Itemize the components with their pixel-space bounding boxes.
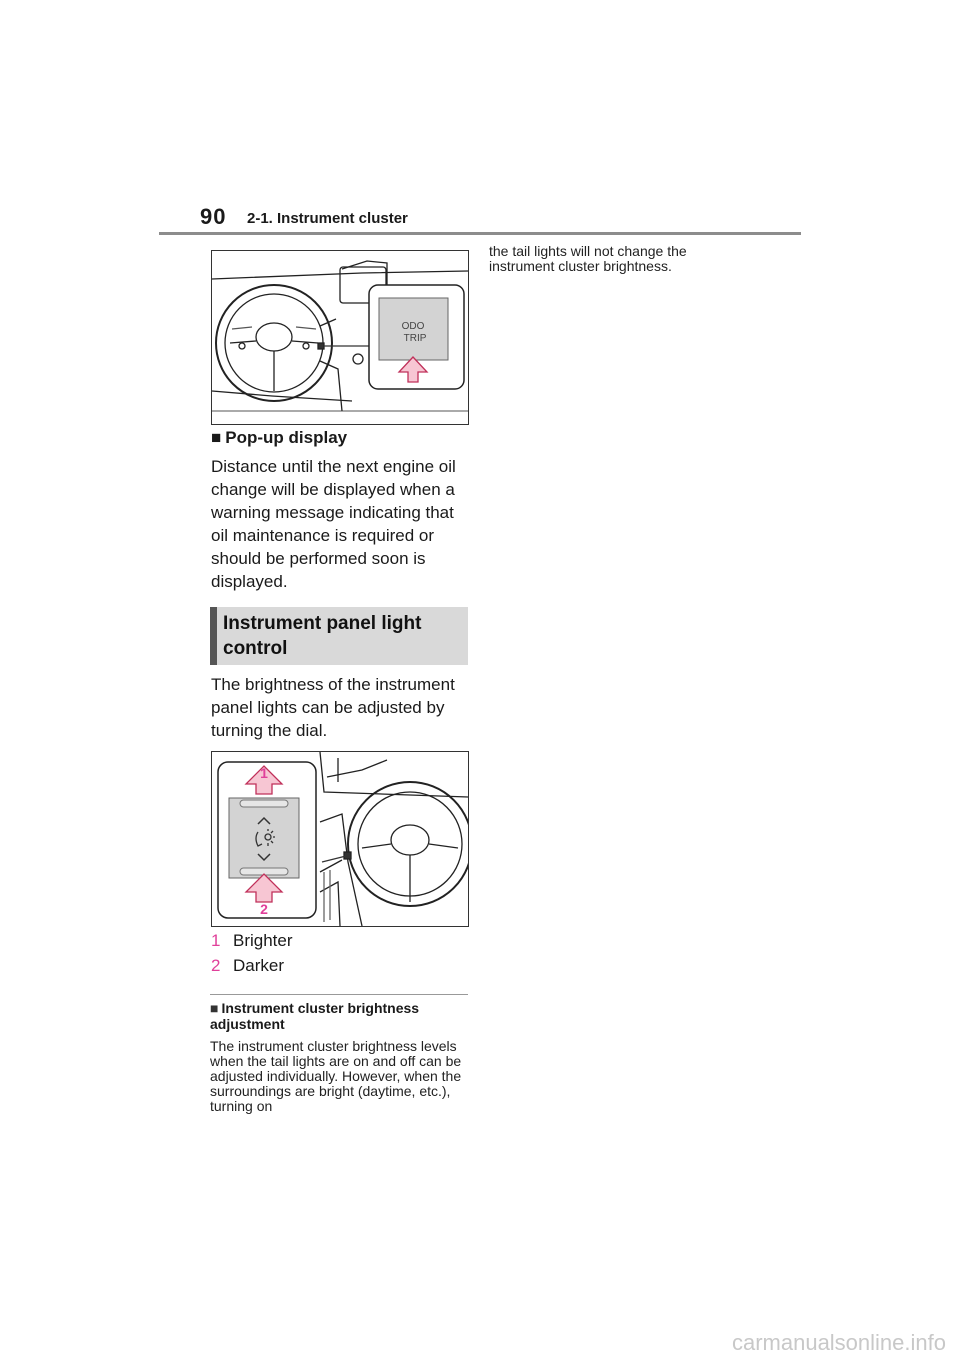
brightness-dial-illustration (211, 751, 469, 927)
legend-number: 1 (211, 931, 221, 950)
brightness-adjustment-heading-text: Instrument cluster brightness adjustment (210, 1000, 420, 1032)
legend-label: Darker (233, 956, 285, 975)
brightness-adjustment-heading (210, 1000, 468, 1032)
trip-label: TRIP (403, 333, 427, 344)
instrument-panel-light-control-title: Instrument panel light control (223, 613, 422, 659)
callout-number-2: 2 (260, 901, 268, 917)
odo-label: ODO (401, 321, 425, 332)
brightness-adjustment-text: The instrument cluster brightness levels when the tail lights are on and off can be adjusted individually. However, when the surroundings are bright (daytime, etc.), turning on (210, 1038, 462, 1114)
popup-display-heading-text: Pop-up display (225, 428, 348, 447)
square-bullet-icon: ■ (210, 1000, 219, 1016)
brightness-dial (229, 798, 299, 878)
square-bullet-icon: ■ (211, 428, 222, 447)
dial-ridge-top (240, 800, 288, 807)
popup-display-text: Distance until the next engine oil change will be displayed when a warning message indicating that oil maintenance is required or should be performed soon is displayed. (211, 457, 456, 591)
section-heading-box (210, 607, 468, 665)
watermark-text: carmanualsonline.info (731, 1330, 946, 1355)
legend-label: Brighter (233, 931, 293, 950)
instrument-panel-light-text: The brightness of the instrument panel lights can be adjusted by turning the dial. (211, 675, 455, 740)
dial-drawing (212, 752, 468, 926)
popup-display-heading (211, 428, 347, 448)
heading-accent-bar (210, 607, 217, 665)
callout-number-1: 1 (260, 765, 268, 781)
header-divider (159, 232, 801, 235)
dashboard-drawing (212, 251, 468, 424)
section-title: 2-1. Instrument cluster (247, 210, 408, 227)
odo-trip-switch-illustration (211, 250, 469, 425)
legend-item-darker (211, 954, 284, 977)
legend-item-brighter (211, 929, 293, 952)
brightness-adjustment-text-continued: the tail lights will not change the instrument cluster brightness. (489, 243, 687, 274)
watermark (0, 1330, 960, 1358)
page-number: 90 (200, 204, 227, 229)
legend-number: 2 (211, 956, 221, 975)
note-divider (210, 994, 468, 995)
